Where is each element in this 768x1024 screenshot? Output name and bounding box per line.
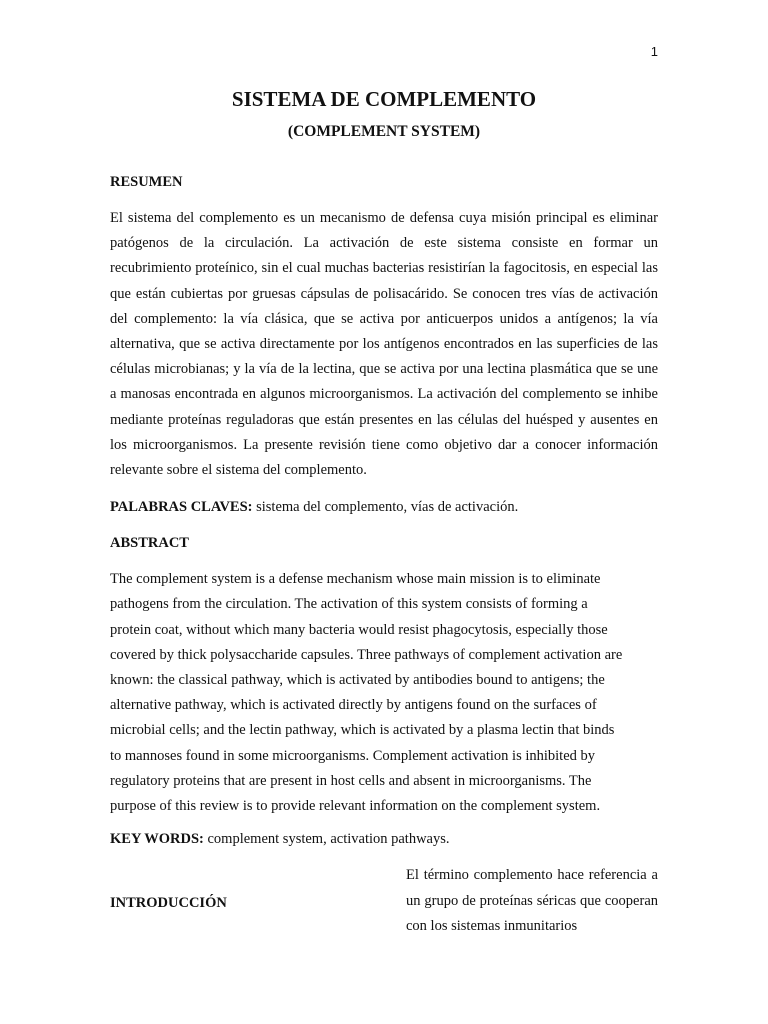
abstract-line: pathogens from the circulation. The activation of this system consists of forming a	[110, 596, 588, 613]
abstract-line: purpose of this review is to provide relevant information on the complement system.	[110, 798, 601, 815]
introduccion-paragraph: El término complemento hace referencia a un grupo de proteínas séricas que cooperan con los sistemas inmunitarios	[406, 867, 658, 935]
key-words	[110, 829, 658, 849]
palabras-claves	[110, 497, 658, 517]
abstract-line: protein coat, without which many bacteria would resist phagocytosis, especially those	[110, 621, 608, 638]
document-title: SISTEMA DE COMPLEMENTO	[231, 87, 537, 111]
abstract-line: The complement system is a defense mechanism whose main mission is to eliminate	[110, 571, 601, 588]
abstract-line: microbial cells; and the lectin pathway, which is activated by a plasma lectin that binds	[110, 722, 615, 739]
key-words-label: KEY WORDS:	[110, 831, 204, 848]
document-subtitle: (COMPLEMENT SYSTEM)	[287, 123, 481, 140]
abstract-line: regulatory proteins that are present in host cells and absent in microorganisms. The	[110, 772, 592, 789]
resumen-paragraph: El sistema del complemento es un mecanismo de defensa cuya misión principal es eliminar patógenos de la circulación. La activación de este sistema consiste en formar un recubrimiento proteínico, sin el cual muchas bacterias resistirían la fagocitosis, en especial las que están cubiertas por gruesas cápsulas de polisacárido. Se conocen tres vías de activación del complemento: la vía clásica, que se activa por anticuerpos unidos a antígenos; la vía alternativa, que se activa directamente por los antígenos encontrados en las superficies de las células microbianas; y la vía de la lectina, que se activa por una lectina plasmática que se une a manosas encontrada en algunos microorganismos. La activación del complemento se inhibe mediante proteínas reguladoras que están presentes en las células del huésped y ausentes en los microorganismos. La presente revisión tiene como objetivo dar a conocer información relevante sobre el sistema del complemento.	[110, 210, 658, 479]
abstract-heading: ABSTRACT	[110, 535, 189, 552]
key-words-text: complement system, activation pathways.	[203, 831, 450, 848]
document-body	[110, 86, 658, 953]
palabras-claves-label: PALABRAS CLAVES:	[110, 499, 253, 516]
abstract-line: to mannoses found in some microorganisms. Complement activation is inhibited by	[110, 747, 596, 764]
resumen-heading: RESUMEN	[110, 174, 183, 190]
abstract-paragraph	[110, 567, 658, 819]
introduccion-section	[110, 863, 658, 953]
abstract-line: alternative pathway, which is activated directly by antigens found on the surfaces of	[110, 697, 597, 714]
page-number: 1	[650, 44, 658, 59]
abstract-line: covered by thick polysaccharide capsules. Three pathways of complement activation are	[110, 646, 623, 663]
introduccion-heading: INTRODUCCIÓN	[110, 895, 227, 912]
palabras-claves-text: sistema del complemento, vías de activación.	[252, 499, 519, 516]
abstract-line: known: the classical pathway, which is activated by antibodies bound to antigens; the	[110, 672, 605, 689]
